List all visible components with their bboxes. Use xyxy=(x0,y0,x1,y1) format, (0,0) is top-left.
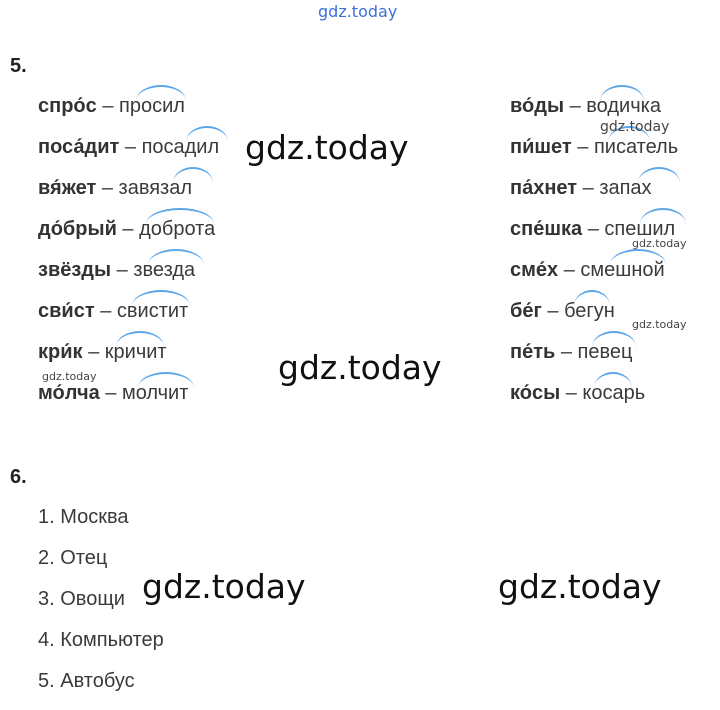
dash: – xyxy=(96,177,119,199)
word-pair-row xyxy=(510,340,678,381)
stressed-word: мо́лча xyxy=(38,382,100,404)
stressed-word: пи́шет xyxy=(510,136,572,158)
dash: – xyxy=(582,218,605,240)
dash: – xyxy=(96,95,120,117)
related-word: посадил xyxy=(141,136,220,158)
dash: – xyxy=(541,300,565,322)
watermark: gdz.today xyxy=(498,567,662,606)
watermark: gdz.today xyxy=(245,128,409,167)
related-word: писатель xyxy=(593,136,679,158)
root-arc xyxy=(600,85,644,101)
related-word: свистит xyxy=(116,300,189,322)
watermark: gdz.today xyxy=(278,348,442,387)
stressed-word: кри́к xyxy=(38,341,83,363)
related-word: спешил xyxy=(604,218,676,240)
stressed-word: сме́х xyxy=(510,259,559,281)
list-item: 3. Овощи xyxy=(38,588,125,610)
related-word: певец xyxy=(577,341,633,363)
related-word: кричит xyxy=(104,341,167,363)
exercise-6-list xyxy=(38,505,164,710)
related-word: запах xyxy=(599,177,652,199)
related-word: водичка xyxy=(586,95,661,117)
stressed-word: бе́г xyxy=(510,300,542,322)
watermark-top: gdz.today xyxy=(318,2,398,21)
related-word: просил xyxy=(119,95,185,117)
related-word: смешной xyxy=(580,259,665,281)
dash: – xyxy=(116,218,140,240)
exercise-5-number: 5. xyxy=(10,55,27,77)
list-item: 2. Отец xyxy=(38,547,108,569)
root-arc xyxy=(136,85,186,101)
stressed-word: сви́ст xyxy=(38,300,95,322)
related-word: завязал xyxy=(118,177,193,199)
word-pair-row xyxy=(510,381,678,422)
dash: – xyxy=(82,341,105,363)
stressed-word: звёзды xyxy=(38,259,112,281)
dash: – xyxy=(577,177,600,199)
related-word: косарь xyxy=(582,382,646,404)
related-word: молчит xyxy=(121,382,189,404)
dash: – xyxy=(564,95,587,117)
list-item: 5. Автобус xyxy=(38,670,135,692)
stressed-word: вя́жет xyxy=(38,177,97,199)
word-pair-row xyxy=(38,94,219,135)
stressed-word: до́брый xyxy=(38,218,117,240)
dash: – xyxy=(560,382,583,404)
exercise-6-number: 6. xyxy=(10,466,27,488)
stressed-word: пе́ть xyxy=(510,341,556,363)
dash: – xyxy=(558,259,581,281)
dash: – xyxy=(111,259,134,281)
stressed-word: спро́с xyxy=(38,95,97,117)
watermark: gdz.today xyxy=(632,237,687,250)
word-pair-row xyxy=(38,381,219,422)
list-item: 4. Компьютер xyxy=(38,629,164,651)
stressed-word: поса́дит xyxy=(38,136,120,158)
related-word: бегун xyxy=(564,300,615,322)
dash: – xyxy=(119,136,142,158)
word-pair-row xyxy=(38,258,219,299)
stressed-word: спе́шка xyxy=(510,218,583,240)
exercise-5-right-column xyxy=(510,94,678,422)
dash: – xyxy=(94,300,117,322)
dash: – xyxy=(99,382,122,404)
dash: – xyxy=(571,136,594,158)
watermark: gdz.today xyxy=(42,370,97,383)
related-word: доброта xyxy=(139,218,216,240)
watermark: gdz.today xyxy=(142,567,306,606)
related-word: звезда xyxy=(133,259,196,281)
watermark: gdz.today xyxy=(632,318,687,331)
stressed-word: ко́сы xyxy=(510,382,561,404)
stressed-word: во́ды xyxy=(510,95,565,117)
watermark: gdz.today xyxy=(600,119,670,135)
dash: – xyxy=(555,341,578,363)
list-item: 1. Москва xyxy=(38,506,129,528)
stressed-word: па́хнет xyxy=(510,177,578,199)
